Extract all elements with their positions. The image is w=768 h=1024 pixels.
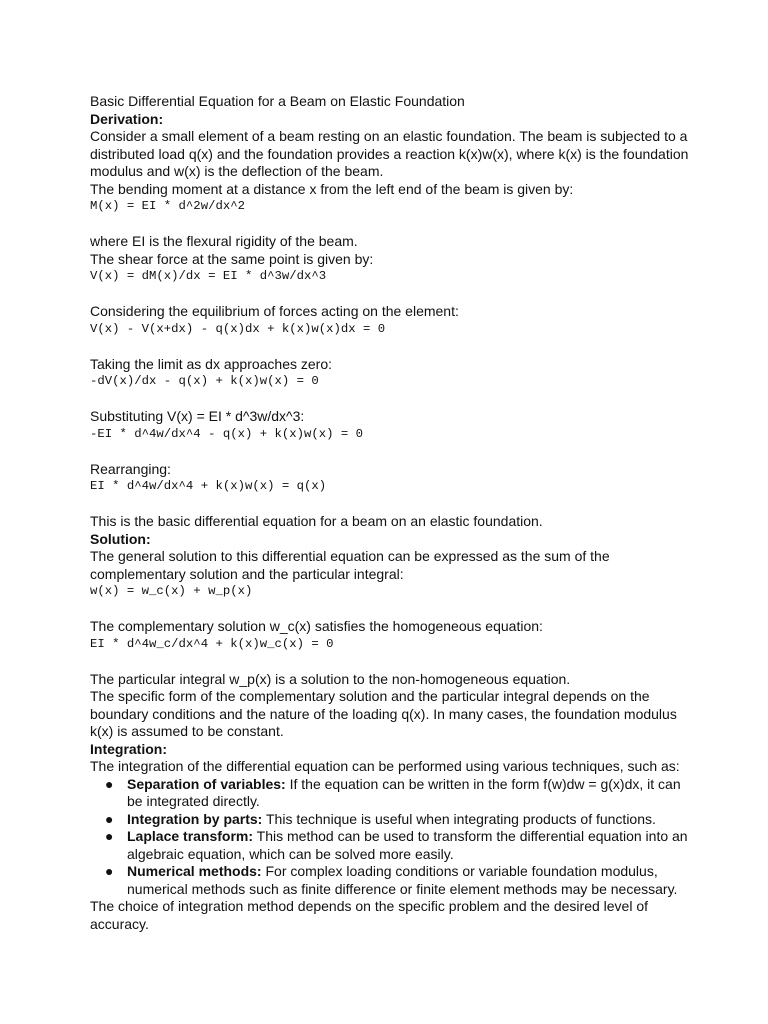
equation-shear-force: V(x) = dM(x)/dx = EI * d^3w/dx^3: [90, 269, 327, 283]
equation-homogeneous: EI * d^4w_c/dx^4 + k(x)w_c(x) = 0: [90, 636, 334, 651]
list-item-term: Integration by parts:: [127, 810, 263, 827]
solution-paragraph: The specific form of the complementary solution and the particular integral depends on the boundary conditions and the nature of the loading q(x). In many cases, the foundation modulus k(x) is assumed to be constant.: [90, 688, 677, 739]
list-item-text: This technique is useful when integrating products of functions.: [262, 810, 656, 827]
list-item-term: Laplace transform:: [127, 828, 254, 844]
document-title: Basic Differential Equation for a Beam on Elastic Foundation: [90, 93, 465, 109]
equation-rearranged: EI * d^4w/dx^4 + k(x)w(x) = q(x): [90, 479, 327, 493]
derivation-paragraph: This is the basic differential equation for a beam on an elastic foundation.: [90, 513, 543, 529]
derivation-paragraph: Substituting V(x) = EI * d^3w/dx^3:: [90, 408, 305, 424]
derivation-paragraph: Considering the equilibrium of forces acting on the element:: [90, 303, 459, 319]
derivation-paragraph: Consider a small element of a beam resting on an elastic foundation. The beam is subjected to a distributed load q(x) and the foundation provides a reaction k(x)w(x), where k(x) is the foundation modulus and w(x) is the deflection of the beam.: [90, 128, 689, 179]
list-item-text: This method can be used to transform the differential equation into an algebraic equation, which can be solved more easily.: [127, 828, 688, 862]
equation-bending-moment: M(x) = EI * d^2w/dx^2: [90, 199, 245, 213]
derivation-paragraph: Taking the limit as dx approaches zero:: [90, 355, 333, 372]
integration-intro: The integration of the differential equation can be performed using various techniques, such as:: [90, 758, 680, 774]
list-item-text: If the equation can be written in the form f(w)dw = g(x)dx, it can be integrated directly.: [127, 775, 681, 809]
solution-paragraph: The general solution to this differential equation can be expressed as the sum of the complementary solution and the particular integral:: [90, 548, 610, 582]
list-item-term: Numerical methods:: [127, 863, 262, 879]
derivation-paragraph: The shear force at the same point is given by:: [90, 250, 374, 267]
list-item: [105, 810, 690, 829]
equation-general-solution: w(x) = w_c(x) + w_p(x): [90, 584, 253, 598]
solution-paragraph: The particular integral w_p(x) is a solution to the non-homogeneous equation.: [90, 670, 571, 687]
equation-limit: -dV(x)/dx - q(x) + k(x)w(x) = 0: [90, 374, 319, 388]
bullet-icon: ●: [105, 775, 114, 792]
integration-outro: The choice of integration method depends on the specific problem and the desired level of accuracy.: [90, 898, 649, 932]
integration-heading: Integration:: [90, 740, 167, 757]
derivation-paragraph: Rearranging:: [90, 460, 171, 477]
equation-equilibrium: V(x) - V(x+dx) - q(x)dx + k(x)w(x)dx = 0: [90, 321, 386, 336]
bullet-icon: ●: [105, 828, 114, 844]
integration-techniques-list: [90, 776, 690, 899]
list-item: [105, 863, 690, 898]
document-body: [90, 93, 690, 933]
equation-substituted: -EI * d^4w/dx^4 - q(x) + k(x)w(x) = 0: [90, 426, 364, 441]
derivation-heading: Derivation:: [90, 110, 164, 127]
derivation-paragraph: where EI is the flexural rigidity of the beam.: [90, 233, 358, 249]
solution-paragraph: The complementary solution w_c(x) satisfies the homogeneous equation:: [90, 618, 543, 634]
bullet-icon: ●: [105, 863, 114, 879]
derivation-paragraph: The bending moment at a distance x from the left end of the beam is given by:: [90, 180, 574, 197]
bullet-icon: ●: [105, 810, 114, 827]
solution-heading: Solution:: [90, 530, 151, 547]
list-item: [105, 828, 690, 863]
list-item: [105, 775, 690, 811]
list-item-term: Separation of variables:: [127, 775, 286, 792]
list-item-text: For complex loading conditions or variable foundation modulus, numerical methods such as finite difference or finite element methods may be necessary.: [127, 863, 678, 897]
